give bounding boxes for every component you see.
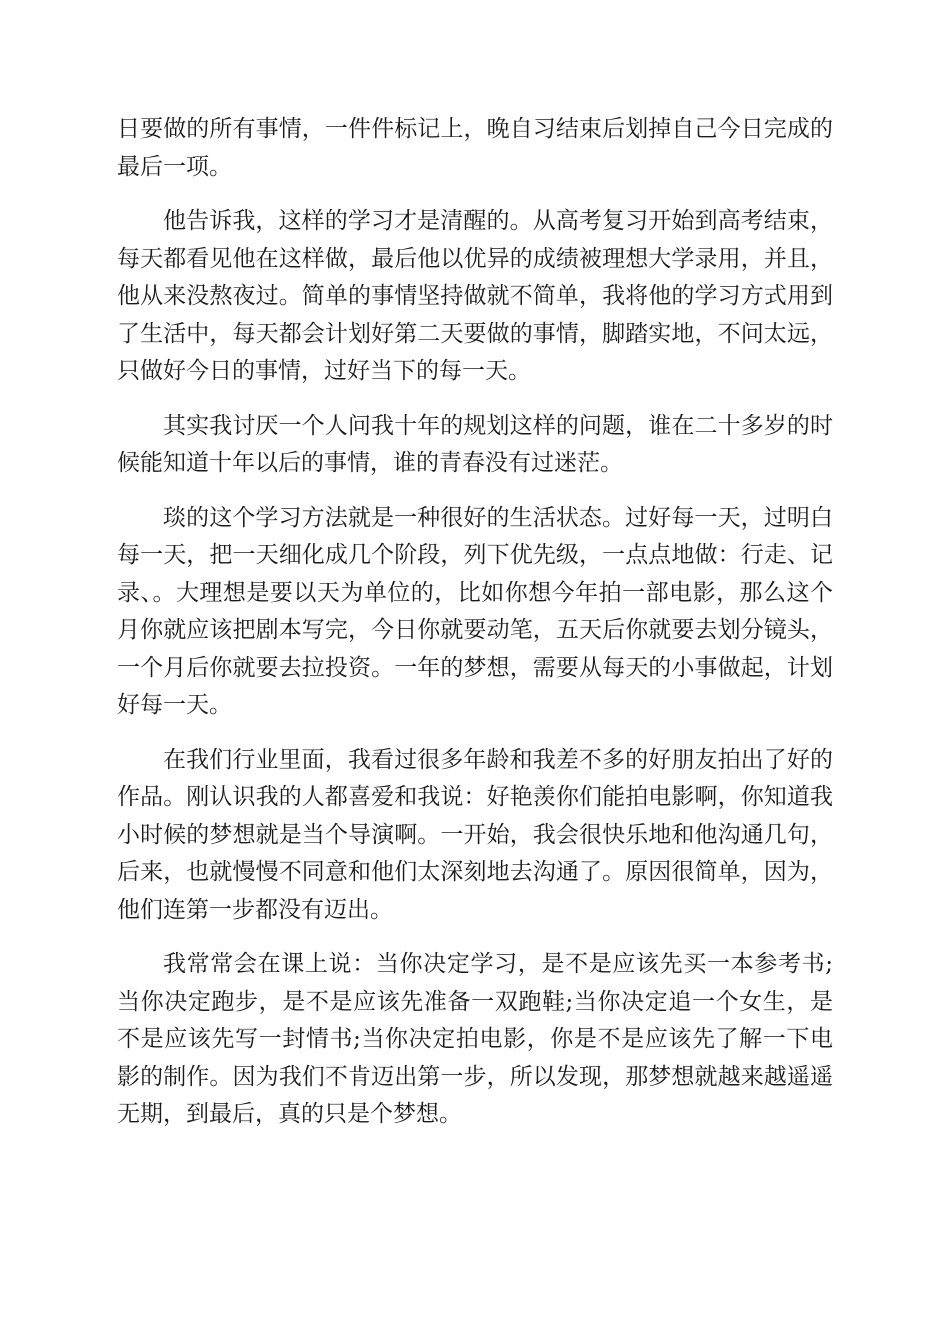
- paragraph-continuation: 日要做的所有事情，一件件标记上，晚自习结束后划掉自己今日完成的最后一项。: [117, 116, 833, 180]
- paragraph-gap: [117, 186, 833, 203]
- paragraph-gap: [117, 483, 833, 500]
- paragraph: 他告诉我，这样的学习才是清醒的。从高考复习开始到高考结束，每天都看见他在这样做，最后他以优异的成绩被理想大学录用，并且，他从来没熬夜过。简单的事情坚持做就不简单，我将他的学习方式用到了生活中，每天都会计划好第二天要做的事情，脚踏实地，不问太远，只做好今日的事情，过好当下的每一天。: [117, 208, 833, 384]
- paragraph: 琰的这个学习方法就是一种很好的生活状态。过好每一天，过明白每一天，把一天细化成几个阶段，列下优先级，一点点地做：行走、记录、。大理想是要以天为单位的，比如你想今年拍一部电影，那么这个月你就应该把剧本写完，今日你就要动笔，五天后你就要去划分镜头，一个月后你就要去拉投资。一年的梦想，需要从每天的小事做起，计划好每一天。: [117, 504, 833, 718]
- paragraph: 在我们行业里面，我看过很多年龄和我差不多的好朋友拍出了好的作品。刚认识我的人都喜爱和我说：好艳羡你们能拍电影啊，你知道我小时候的梦想就是当个导演啊。一开始，我会很快乐地和他沟通几句，后来，也就慢慢不同意和他们太深刻地去沟通了。原因很简单，因为，他们连第一步都没有迈出。: [117, 746, 833, 923]
- paragraph-gap: [117, 929, 833, 946]
- paragraph: 我常常会在课上说：当你决定学习，是不是应该先买一本参考书;当你决定跑步，是不是应该先准备一双跑鞋;当你决定追一个女生，是不是应该先写一封情书;当你决定拍电影，你是不是应该先了解一下电影的制作。因为我们不肯迈出第一步，所以发现，那梦想就越来越遥遥无期，到最后，真的只是个梦想。: [117, 951, 833, 1127]
- document-body: [117, 111, 833, 1134]
- paragraph-gap: [117, 725, 833, 742]
- paragraph-gap: [117, 391, 833, 408]
- paragraph: 其实我讨厌一个人问我十年的规划这样的问题，谁在二十多岁的时候能知道十年以后的事情，谁的青春没有过迷茫。: [117, 412, 833, 476]
